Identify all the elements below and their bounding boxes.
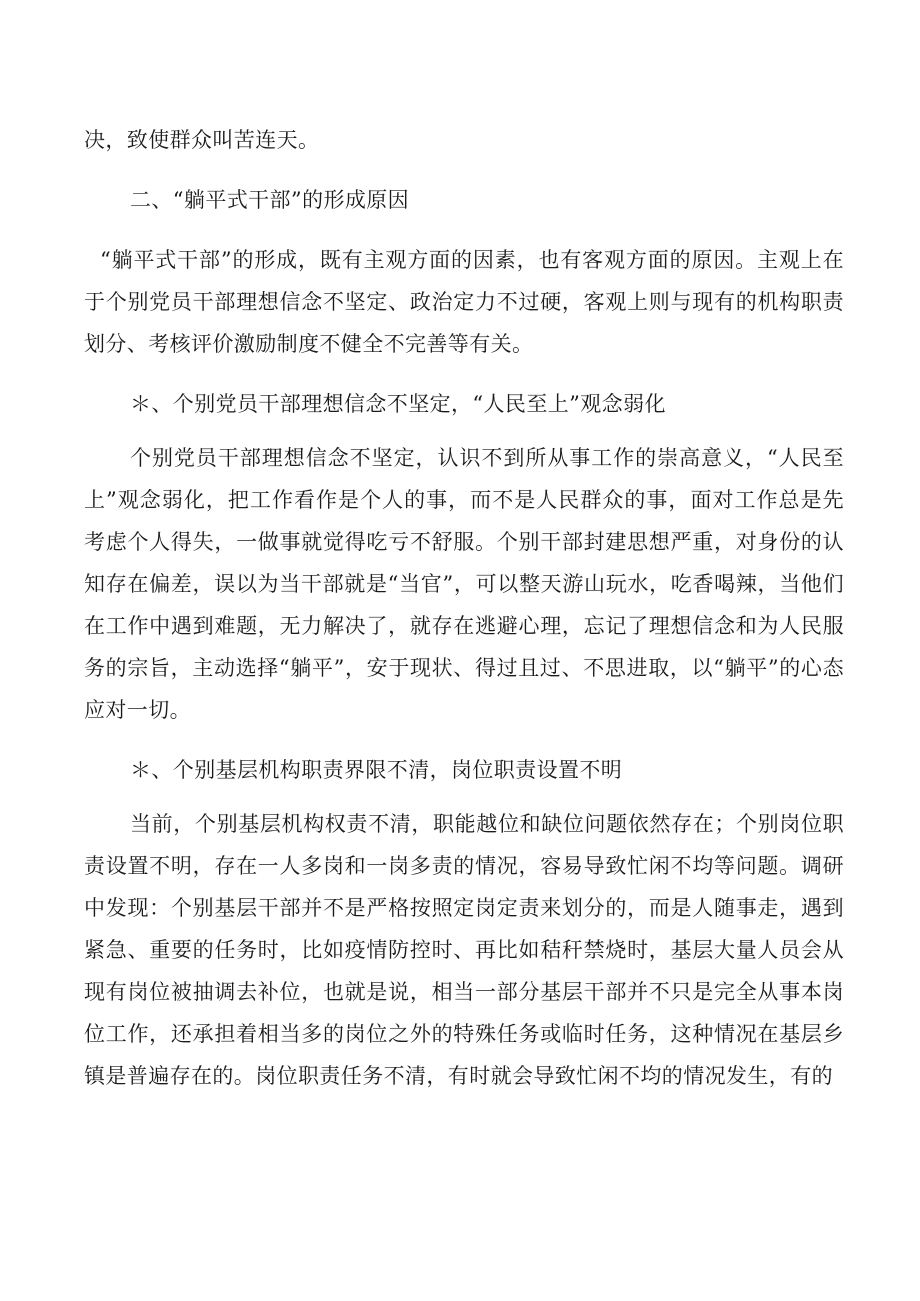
subsection-heading-1: ＊、个别党员干部理想信念不坚定，“人民至上”观念弱化 bbox=[130, 392, 666, 416]
paragraph-continuation: 决，致使群众叫苦连天。 bbox=[84, 128, 320, 152]
paragraph-intro: “躺平式干部”的形成，既有主观方面的因素，也有客观方面的原因。主观上在于个别党员干部理想信念不坚定、政治定力不过硬，客观上则与现有的机构职责划分、考核评价激励制度不健全不完善等有关。 bbox=[84, 248, 844, 356]
subsection-heading-2: ＊、个别基层机构职责界限不清，岗位职责设置不明 bbox=[130, 758, 623, 782]
paragraph-body-2: 当前，个别基层机构权责不清，职能越位和缺位问题依然存在；个别岗位职责设置不明，存在一人多岗和一岗多责的情况，容易导致忙闲不均等问题。调研中发现：个别基层干部并不是严格按照定岗定责来划分的，而是人随事走，遇到紧急、重要的任务时，比如疫情防控时、再比如秸秆禁烧时，基层大量人员会从现有岗位被抽调去补位，也就是说，相当一部分基层干部并不只是完全从事本岗位工作，还承担着相当多的岗位之外的特殊任务或临时任务，这种情况在基层乡镇是普遍存在的。岗位职责任务不清，有时就会导致忙闲不均的情况发生，有的 bbox=[84, 812, 844, 1088]
section-heading: 二、“躺平式干部”的形成原因 bbox=[130, 188, 410, 212]
paragraph-body-1: 个别党员干部理想信念不坚定，认识不到所从事工作的崇高意义，“人民至上”观念弱化，把工作看作是个人的事，而不是人民群众的事，面对工作总是先考虑个人得失，一做事就觉得吃亏不舒服。个别干部封建思想严重，对身份的认知存在偏差，误以为当干部就是“当官”，可以整天游山玩水，吃香喝辣，当他们在工作中遇到难题，无力解决了，就存在逃避心理，忘记了理想信念和为人民服务的宗旨，主动选择“躺平”，安于现状、得过且过、不思进取，以“躺平”的心态应对一切。 bbox=[84, 446, 844, 722]
document-body bbox=[84, 119, 844, 1097]
